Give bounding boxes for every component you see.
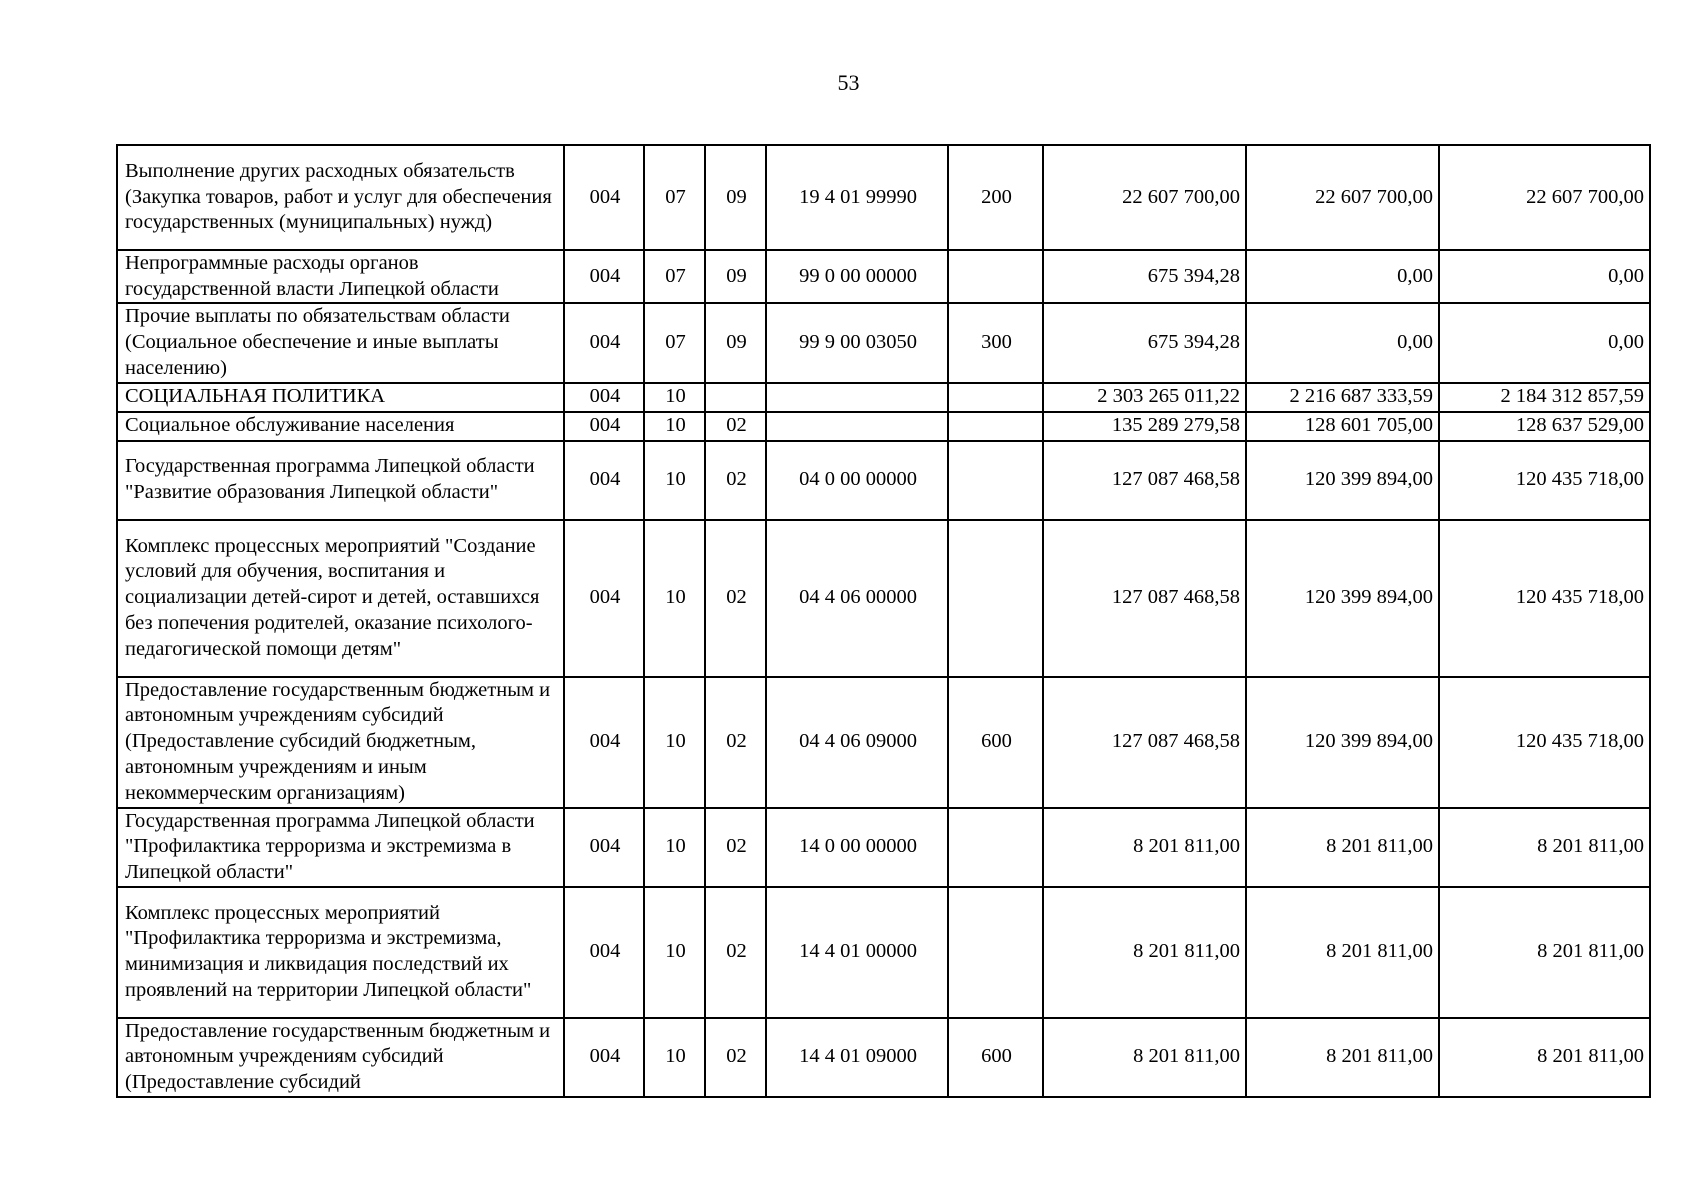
row-name-cell <box>117 887 564 1018</box>
rz-cell: 10 <box>644 887 705 1018</box>
rz-cell: 10 <box>644 808 705 887</box>
row-name: Государственная программа Липецкой области "Развитие образования Липецкой области" <box>125 455 535 504</box>
rz-cell: 10 <box>644 441 705 520</box>
gr-cell: 004 <box>564 441 644 520</box>
table-row <box>117 808 1650 887</box>
row-name-cell <box>117 520 564 677</box>
csr-cell: 04 4 06 09000 <box>766 677 948 808</box>
rz-cell: 07 <box>644 303 705 382</box>
amount-year3-cell: 8 201 811,00 <box>1439 808 1650 887</box>
amount-year2-cell: 2 216 687 333,59 <box>1246 383 1439 412</box>
table-row <box>117 383 1650 412</box>
table-row <box>117 412 1650 441</box>
amount-year1-cell: 8 201 811,00 <box>1043 808 1246 887</box>
row-name: Государственная программа Липецкой области "Профилактика терроризма и экстремизма в Липецкой области" <box>125 809 535 883</box>
rz-cell: 10 <box>644 677 705 808</box>
amount-year1-cell: 8 201 811,00 <box>1043 887 1246 1018</box>
gr-cell: 004 <box>564 412 644 441</box>
amount-year3-cell: 2 184 312 857,59 <box>1439 383 1650 412</box>
vr-cell <box>948 383 1043 412</box>
amount-year2-cell: 8 201 811,00 <box>1246 1018 1439 1097</box>
amount-year2-cell: 8 201 811,00 <box>1246 808 1439 887</box>
gr-cell: 004 <box>564 303 644 382</box>
row-name-cell <box>117 250 564 303</box>
csr-cell: 19 4 01 99990 <box>766 145 948 250</box>
vr-cell: 600 <box>948 677 1043 808</box>
vr-cell <box>948 808 1043 887</box>
budget-table-body <box>117 145 1650 1097</box>
row-name: СОЦИАЛЬНАЯ ПОЛИТИКА <box>125 385 386 408</box>
amount-year2-cell: 128 601 705,00 <box>1246 412 1439 441</box>
amount-year2-cell: 120 399 894,00 <box>1246 520 1439 677</box>
pr-cell: 02 <box>705 887 766 1018</box>
row-name: Комплекс процессных мероприятий "Профилактика терроризма и экстремизма, минимизация и ликвидация последствий их проявлений на территории Липецкой области" <box>125 901 532 1001</box>
amount-year3-cell: 120 435 718,00 <box>1439 677 1650 808</box>
amount-year3-cell: 8 201 811,00 <box>1439 1018 1650 1097</box>
rz-cell: 07 <box>644 250 705 303</box>
amount-year2-cell: 120 399 894,00 <box>1246 677 1439 808</box>
amount-year3-cell: 120 435 718,00 <box>1439 441 1650 520</box>
row-name-cell <box>117 303 564 382</box>
row-name: Социальное обслуживание населения <box>125 414 455 437</box>
csr-cell: 99 9 00 03050 <box>766 303 948 382</box>
pr-cell: 02 <box>705 808 766 887</box>
amount-year3-cell: 128 637 529,00 <box>1439 412 1650 441</box>
table-row <box>117 677 1650 808</box>
row-name: Прочие выплаты по обязательствам области (Социальное обеспечение и иные выплаты населению) <box>125 305 510 379</box>
rz-cell: 10 <box>644 383 705 412</box>
pr-cell: 02 <box>705 520 766 677</box>
amount-year1-cell: 135 289 279,58 <box>1043 412 1246 441</box>
vr-cell <box>948 412 1043 441</box>
vr-cell <box>948 441 1043 520</box>
amount-year3-cell: 8 201 811,00 <box>1439 887 1650 1018</box>
table-row <box>117 520 1650 677</box>
pr-cell <box>705 383 766 412</box>
amount-year1-cell: 675 394,28 <box>1043 250 1246 303</box>
pr-cell: 02 <box>705 412 766 441</box>
gr-cell: 004 <box>564 383 644 412</box>
amount-year3-cell: 120 435 718,00 <box>1439 520 1650 677</box>
pr-cell: 09 <box>705 145 766 250</box>
amount-year1-cell: 127 087 468,58 <box>1043 677 1246 808</box>
rz-cell: 10 <box>644 1018 705 1097</box>
gr-cell: 004 <box>564 887 644 1018</box>
csr-cell <box>766 412 948 441</box>
pr-cell: 02 <box>705 441 766 520</box>
csr-cell: 14 0 00 00000 <box>766 808 948 887</box>
gr-cell: 004 <box>564 520 644 677</box>
amount-year1-cell: 2 303 265 011,22 <box>1043 383 1246 412</box>
amount-year1-cell: 8 201 811,00 <box>1043 1018 1246 1097</box>
amount-year2-cell: 22 607 700,00 <box>1246 145 1439 250</box>
amount-year1-cell: 675 394,28 <box>1043 303 1246 382</box>
vr-cell: 600 <box>948 1018 1043 1097</box>
amount-year1-cell: 127 087 468,58 <box>1043 520 1246 677</box>
pr-cell: 02 <box>705 677 766 808</box>
csr-cell: 04 0 00 00000 <box>766 441 948 520</box>
vr-cell: 300 <box>948 303 1043 382</box>
amount-year2-cell: 0,00 <box>1246 250 1439 303</box>
csr-cell <box>766 383 948 412</box>
row-name-cell <box>117 412 564 441</box>
amount-year1-cell: 22 607 700,00 <box>1043 145 1246 250</box>
table-row <box>117 303 1650 382</box>
amount-year2-cell: 120 399 894,00 <box>1246 441 1439 520</box>
gr-cell: 004 <box>564 250 644 303</box>
vr-cell <box>948 520 1043 677</box>
pr-cell: 09 <box>705 303 766 382</box>
row-name-cell <box>117 441 564 520</box>
csr-cell: 14 4 01 09000 <box>766 1018 948 1097</box>
pr-cell: 09 <box>705 250 766 303</box>
amount-year2-cell: 0,00 <box>1246 303 1439 382</box>
rz-cell: 10 <box>644 412 705 441</box>
row-name: Выполнение других расходных обязательств (Закупка товаров, работ и услуг для обеспечения государственных (муниципальных) нужд) <box>125 159 552 234</box>
vr-cell <box>948 250 1043 303</box>
amount-year2-cell: 8 201 811,00 <box>1246 887 1439 1018</box>
table-row <box>117 441 1650 520</box>
row-name-cell <box>117 808 564 887</box>
rz-cell: 10 <box>644 520 705 677</box>
row-name-cell <box>117 383 564 412</box>
gr-cell: 004 <box>564 808 644 887</box>
amount-year3-cell: 0,00 <box>1439 303 1650 382</box>
amount-year1-cell: 127 087 468,58 <box>1043 441 1246 520</box>
gr-cell: 004 <box>564 145 644 250</box>
gr-cell: 004 <box>564 1018 644 1097</box>
table-row <box>117 145 1650 250</box>
row-name: Непрограммные расходы органов государственной власти Липецкой области <box>125 252 499 300</box>
row-name-cell <box>117 677 564 808</box>
csr-cell: 14 4 01 00000 <box>766 887 948 1018</box>
pr-cell: 02 <box>705 1018 766 1097</box>
table-row <box>117 887 1650 1018</box>
page-number: 53 <box>837 70 860 95</box>
rz-cell: 07 <box>644 145 705 250</box>
amount-year3-cell: 0,00 <box>1439 250 1650 303</box>
csr-cell: 04 4 06 00000 <box>766 520 948 677</box>
row-name-cell <box>117 1018 564 1097</box>
row-name: Предоставление государственным бюджетным и автономным учреждениям субсидий (Предоставление субсидий <box>125 1019 551 1094</box>
row-name: Комплекс процессных мероприятий "Создание условий для обучения, воспитания и социализации детей-сирот и детей, оставшихся без попечения родителей, оказание психолого-педагогической помощи детям" <box>125 534 540 660</box>
vr-cell <box>948 887 1043 1018</box>
budget-table <box>116 144 1651 1098</box>
row-name: Предоставление государственным бюджетным и автономным учреждениям субсидий (Предоставление субсидий бюджетным, автономным учреждениям и иным некоммерческим организациям) <box>125 678 551 804</box>
table-row <box>117 1018 1650 1097</box>
gr-cell: 004 <box>564 677 644 808</box>
table-row <box>117 250 1650 303</box>
vr-cell: 200 <box>948 145 1043 250</box>
amount-year3-cell: 22 607 700,00 <box>1439 145 1650 250</box>
row-name-cell <box>117 145 564 250</box>
csr-cell: 99 0 00 00000 <box>766 250 948 303</box>
